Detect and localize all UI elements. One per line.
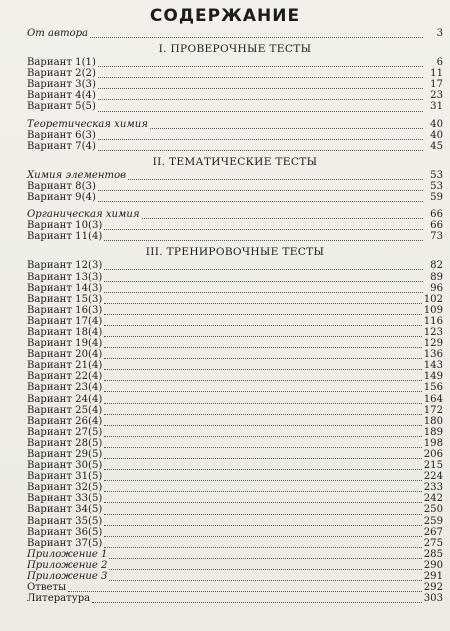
toc-entry-page: 129 <box>423 338 443 350</box>
toc-entry-page: 31 <box>430 101 443 113</box>
toc-leader-dots <box>104 406 421 415</box>
toc-leader-dots <box>109 561 421 570</box>
toc-leader-dots <box>98 91 423 100</box>
toc-entry <box>27 57 443 68</box>
toc-entry-page: 275 <box>423 537 443 549</box>
toc-entry-label: Приложение 3 <box>27 571 108 583</box>
toc-leader-dots <box>98 131 423 140</box>
toc-entry <box>27 527 443 538</box>
toc-entry <box>27 360 443 371</box>
toc-entry <box>27 68 443 79</box>
toc-leader-dots <box>104 494 421 503</box>
toc-entry-label: Вариант 3(3) <box>27 79 96 91</box>
toc-leader-dots <box>104 328 421 337</box>
toc-entry-page: 136 <box>423 349 443 361</box>
toc-entry <box>27 283 443 294</box>
toc-leader-dots <box>104 361 421 370</box>
toc-entry <box>27 305 443 316</box>
toc-entry-page: 96 <box>430 282 443 294</box>
toc-entry-page: 66 <box>430 220 443 232</box>
toc-entry <box>27 571 443 582</box>
toc-entry-page: 206 <box>423 449 443 460</box>
toc-entry-page: 11 <box>430 68 443 80</box>
toc-entry <box>27 438 443 449</box>
toc-entry-intro: От автора 3 <box>27 28 443 39</box>
toc-entry-label: Вариант 8(3) <box>27 180 96 192</box>
toc-entry <box>27 272 443 283</box>
appendix-list <box>27 549 443 582</box>
toc-leader-dots <box>104 472 421 481</box>
toc-entry-label: Вариант 16(3) <box>27 304 103 316</box>
toc-entry <box>27 504 443 515</box>
toc-leader-dots <box>104 232 423 241</box>
toc-leader-dots <box>104 284 423 293</box>
toc-entry-page: 215 <box>423 460 443 472</box>
toc-leader-dots <box>98 69 423 78</box>
toc-leader-dots <box>104 483 421 492</box>
toc-entry <box>27 101 443 112</box>
toc-entry <box>27 130 443 141</box>
toc-entry <box>27 294 443 305</box>
toc-entry-label: Вариант 35(5) <box>27 515 103 527</box>
toc-entry-label: Ответы <box>27 582 67 594</box>
toc-leader-dots <box>109 572 421 581</box>
toc-subheading: Теоретическая химия 40 <box>27 118 443 130</box>
toc-entry-page: 267 <box>423 526 443 538</box>
toc-entry <box>27 141 443 152</box>
toc-entry-label: Вариант 14(3) <box>27 282 103 294</box>
toc-entry-label: Литература <box>27 593 91 605</box>
toc-entry <box>27 549 443 560</box>
toc-entry-label: Вариант 25(4) <box>27 404 103 416</box>
toc-entry-label: Вариант 18(4) <box>27 326 103 338</box>
toc-entry-page: 180 <box>423 415 443 427</box>
section-heading-1: I. ПРОВЕРОЧНЫЕ ТЕСТЫ <box>158 43 312 56</box>
toc-leader-dots <box>104 339 421 348</box>
section-1-list-2 <box>27 130 443 152</box>
toc-entry-label: Вариант 9(4) <box>27 192 96 204</box>
toc-entry-label: Вариант 6(3) <box>27 129 96 141</box>
toc-entry-page: 250 <box>423 504 443 516</box>
toc-entry-page: 198 <box>423 437 443 449</box>
toc-leader-dots <box>104 317 421 326</box>
toc-leader-dots <box>98 142 423 151</box>
toc-entry-label: Вариант 30(5) <box>27 460 103 472</box>
section-heading-3: III. ТРЕНИРОВОЧНЫЕ ТЕСТЫ <box>145 246 325 259</box>
toc-entry-page: 17 <box>430 79 443 91</box>
toc-entry <box>27 516 443 527</box>
toc-entry-label: Вариант 31(5) <box>27 471 103 483</box>
toc-entry-page: 82 <box>430 260 443 272</box>
page-title: СОДЕРЖАНИЕ <box>149 6 301 26</box>
toc-entry <box>27 405 443 416</box>
toc-leader-dots <box>104 517 421 526</box>
toc-entry-label: Вариант 33(5) <box>27 493 103 505</box>
toc-leader-dots <box>104 528 421 537</box>
toc-leader-dots <box>104 461 421 470</box>
toc-entry-page: 233 <box>423 482 443 494</box>
toc-leader-dots <box>104 428 421 437</box>
toc-entry <box>27 471 443 482</box>
toc-entry <box>27 460 443 471</box>
toc-entry-label: Вариант 34(5) <box>27 504 103 516</box>
section-2-list-2 <box>27 220 443 242</box>
toc-entry <box>27 79 443 90</box>
toc-entry <box>27 371 443 382</box>
toc-entry-page: 53 <box>430 180 443 192</box>
table-of-contents <box>27 28 443 604</box>
toc-entry <box>27 416 443 427</box>
toc-entry-page: 156 <box>423 382 443 394</box>
toc-entry-page: 102 <box>423 293 443 305</box>
tail-list <box>27 582 443 604</box>
toc-entry-page: 143 <box>423 360 443 372</box>
toc-entry-label: Вариант 5(5) <box>27 101 96 113</box>
toc-entry-label: Вариант 19(4) <box>27 338 103 350</box>
toc-entry-label: Вариант 21(4) <box>27 360 103 372</box>
toc-entry-label: Вариант 1(1) <box>27 57 96 69</box>
toc-leader-dots <box>104 306 421 315</box>
toc-entry-label: Вариант 22(4) <box>27 371 103 383</box>
toc-leader-dots <box>104 221 423 230</box>
toc-entry <box>27 560 443 571</box>
toc-entry <box>27 260 443 271</box>
toc-entry <box>27 181 443 192</box>
toc-leader-dots <box>104 450 421 459</box>
toc-leader-dots <box>104 273 423 282</box>
toc-leader-dots <box>98 182 423 191</box>
toc-leader-dots <box>98 103 423 112</box>
toc-leader-dots <box>104 295 421 304</box>
toc-entry-page: 291 <box>423 571 443 583</box>
toc-leader-dots <box>98 58 423 67</box>
toc-entry-label: Вариант 13(3) <box>27 271 103 283</box>
toc-leader-dots <box>109 550 421 559</box>
toc-entry-label: Вариант 7(4) <box>27 140 96 152</box>
toc-entry-page: 59 <box>430 192 443 204</box>
toc-entry <box>27 220 443 231</box>
toc-entry-page: 6 <box>436 57 443 69</box>
toc-entry-page: 73 <box>430 231 443 243</box>
toc-entry <box>27 338 443 349</box>
toc-leader-dots <box>104 350 421 359</box>
toc-leader-dots <box>104 261 423 270</box>
toc-leader-dots <box>98 193 423 202</box>
toc-entry-page: 242 <box>423 493 443 505</box>
toc-entry-label: Вариант 27(5) <box>27 426 103 438</box>
toc-entry-label: Вариант 10(3) <box>27 220 103 232</box>
toc-entry <box>27 192 443 203</box>
toc-entry-label: Вариант 37(5) <box>27 537 103 549</box>
toc-entry-label: Вариант 36(5) <box>27 526 103 538</box>
toc-entry-label: Вариант 29(5) <box>27 449 103 460</box>
toc-entry-label: Вариант 24(4) <box>27 393 103 405</box>
toc-entry-label: Вариант 15(3) <box>27 293 103 305</box>
toc-entry <box>27 538 443 549</box>
section-heading-2: II. ТЕМАТИЧЕСКИЕ ТЕСТЫ <box>152 155 318 168</box>
toc-leader-dots <box>98 80 423 89</box>
toc-subheading: Органическая химия 66 <box>27 209 443 221</box>
toc-entry-page: 189 <box>423 426 443 438</box>
toc-entry-label: Вариант 2(2) <box>27 68 96 80</box>
toc-entry-label: Вариант 11(4) <box>27 231 103 243</box>
toc-leader-dots <box>104 372 421 381</box>
toc-entry-page: 116 <box>423 315 443 327</box>
toc-entry <box>27 382 443 393</box>
toc-entry-page: 109 <box>423 304 443 316</box>
toc-entry-page: 259 <box>423 515 443 527</box>
toc-entry-page: 89 <box>430 271 443 283</box>
toc-entry <box>27 582 443 593</box>
toc-entry-page: 224 <box>423 471 443 483</box>
toc-leader-dots <box>104 383 421 392</box>
toc-entry-label: Вариант 28(5) <box>27 437 103 449</box>
toc-entry-label: Вариант 23(4) <box>27 382 103 394</box>
toc-entry-page: 149 <box>423 371 443 383</box>
toc-entry <box>27 427 443 438</box>
toc-entry-label: Вариант 12(3) <box>27 260 103 272</box>
toc-entry-label: Вариант 20(4) <box>27 349 103 361</box>
section-1-list <box>27 57 443 112</box>
toc-leader-dots <box>104 506 421 515</box>
toc-entry-page: 45 <box>430 140 443 152</box>
toc-leader-dots <box>68 583 422 592</box>
toc-entry <box>27 394 443 405</box>
toc-entry <box>27 593 443 604</box>
toc-entry-page: 172 <box>423 404 443 416</box>
toc-entry <box>27 482 443 493</box>
section-3-list <box>27 260 443 548</box>
toc-leader-dots <box>104 439 421 448</box>
toc-entry-label: Вариант 32(5) <box>27 482 103 494</box>
toc-entry <box>27 327 443 338</box>
toc-entry-page: 292 <box>423 582 443 594</box>
toc-leader-dots <box>104 539 421 548</box>
toc-entry-page: 164 <box>423 393 443 405</box>
toc-entry-page: 123 <box>423 326 443 338</box>
toc-entry-label: Вариант 26(4) <box>27 415 103 427</box>
toc-entry-page: 23 <box>430 90 443 102</box>
toc-leader-dots <box>104 417 421 426</box>
toc-entry-label: Вариант 17(4) <box>27 315 103 327</box>
toc-entry-page: 285 <box>423 548 443 560</box>
toc-entry <box>27 449 443 460</box>
toc-leader-dots <box>92 594 422 603</box>
section-2-list-1 <box>27 181 443 203</box>
toc-entry <box>27 231 443 242</box>
toc-entry <box>27 316 443 327</box>
toc-entry-page: 40 <box>430 129 443 141</box>
toc-entry-page: 290 <box>423 559 443 571</box>
toc-entry <box>27 349 443 360</box>
toc-entry <box>27 90 443 101</box>
toc-entry-page: 303 <box>423 593 443 605</box>
toc-entry-label: Вариант 4(4) <box>27 90 96 102</box>
toc-entry <box>27 493 443 504</box>
toc-entry-label: Приложение 1 <box>27 548 108 560</box>
toc-leader-dots <box>104 395 421 404</box>
toc-entry-label: Приложение 2 <box>27 559 108 571</box>
toc-subheading: Химия элементов 53 <box>27 169 443 181</box>
